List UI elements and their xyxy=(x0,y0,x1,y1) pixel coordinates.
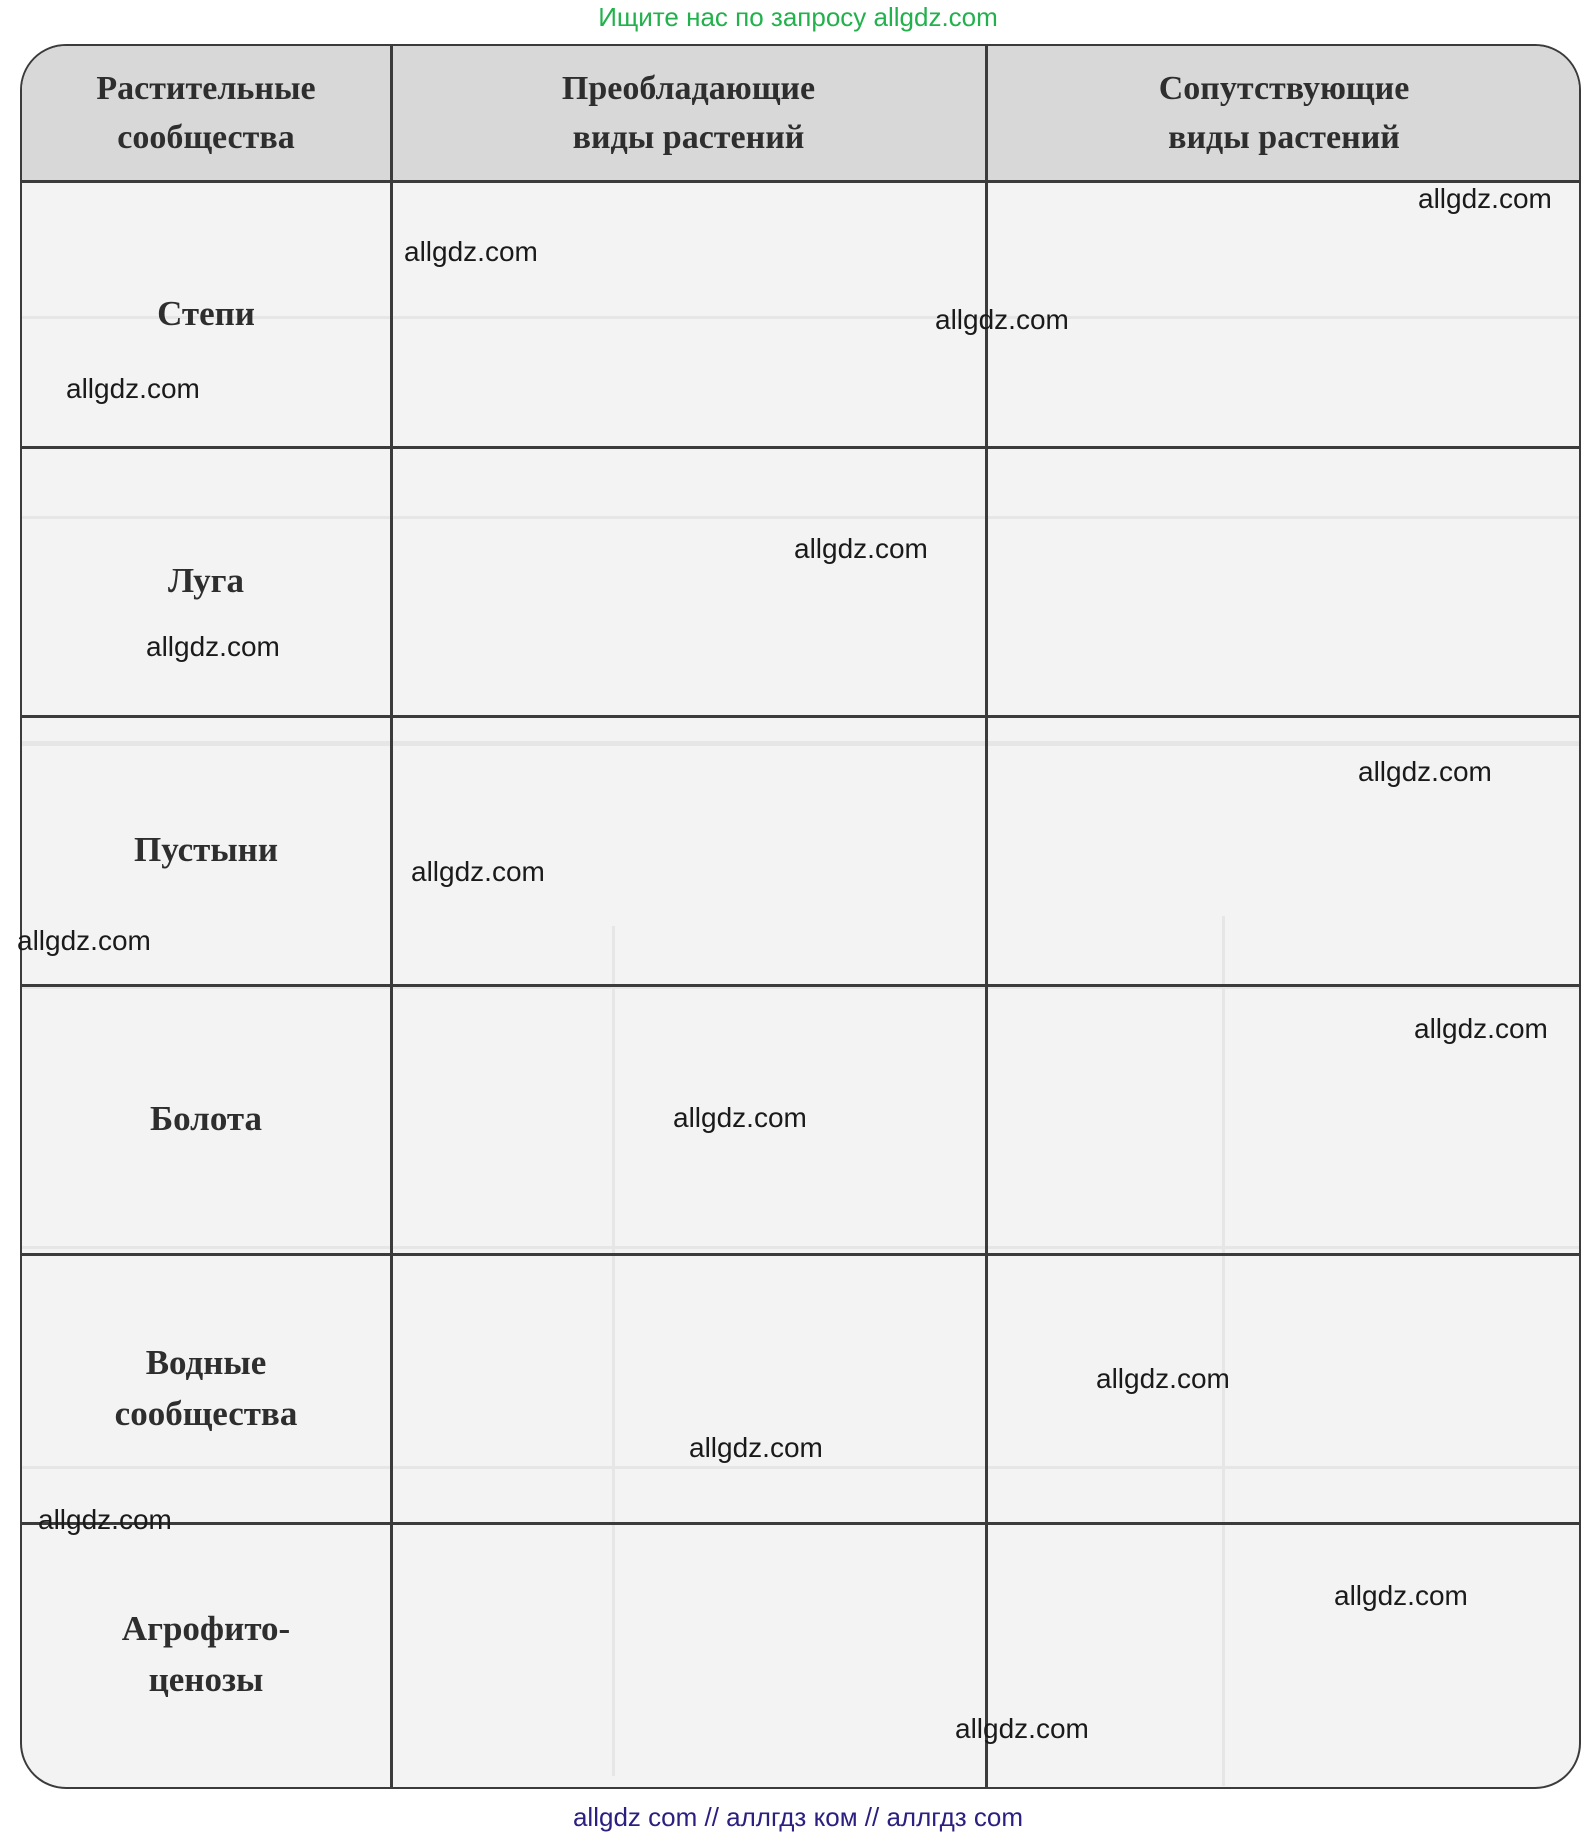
bottom-banner-link[interactable]: allgdz com // аллгдз ком // аллгдз com xyxy=(572,1802,1024,1832)
watermark-text: allgdz.com xyxy=(689,1432,823,1463)
watermark-text: allgdz.com xyxy=(673,1102,807,1133)
cell-deserts-dominant[interactable] xyxy=(393,718,983,983)
watermark-text: allgdz.com xyxy=(955,1713,1089,1744)
row-label-water-communities: Водные сообщества xyxy=(114,1342,298,1433)
watermark-text: allgdz.com xyxy=(1414,1013,1548,1044)
cell-steppes-accompanying[interactable] xyxy=(988,183,1578,445)
cell-agro-dominant[interactable] xyxy=(393,1525,983,1785)
watermark-text: allgdz.com xyxy=(66,373,200,404)
row-label-meadows: Луга xyxy=(167,561,245,601)
row-label-deserts: Пустыни xyxy=(133,830,279,870)
vegetation-communities-table xyxy=(20,44,1581,1789)
cell-meadows-dominant[interactable] xyxy=(393,449,983,714)
watermark-text: allgdz.com xyxy=(794,533,928,564)
top-banner-link[interactable]: Ищите нас по запросу allgdz.com xyxy=(598,2,998,32)
cell-water-accompanying[interactable] xyxy=(988,1256,1578,1521)
watermark-text: allgdz.com xyxy=(411,856,545,887)
cell-agro-accompanying[interactable] xyxy=(988,1525,1578,1785)
watermark-text: allgdz.com xyxy=(146,631,280,662)
watermark-text: allgdz.com xyxy=(38,1504,172,1535)
header-plant-communities: Растительные сообщества xyxy=(96,69,316,156)
row-label-steppes: Степи xyxy=(157,293,255,333)
watermark-text: allgdz.com xyxy=(1334,1580,1468,1611)
watermark-text: allgdz.com xyxy=(935,304,1069,335)
cell-steppes-dominant[interactable] xyxy=(393,183,983,445)
row-label-agrophytocenoses: Агрофито- ценозы xyxy=(121,1609,291,1699)
cell-meadows-accompanying[interactable] xyxy=(988,449,1578,714)
cell-water-dominant[interactable] xyxy=(393,1256,983,1521)
watermark-text: allgdz.com xyxy=(17,925,151,956)
row-label-swamps: Болота xyxy=(150,1099,262,1139)
header-accompanying-species: Сопутствующие виды растений xyxy=(1158,69,1410,156)
header-dominant-species: Преобладающие виды растений xyxy=(561,69,816,156)
watermark-text: allgdz.com xyxy=(1358,756,1492,787)
watermark-text: allgdz.com xyxy=(1096,1363,1230,1394)
watermark-text: allgdz.com xyxy=(404,236,538,267)
watermark-text: allgdz.com xyxy=(1418,183,1552,214)
